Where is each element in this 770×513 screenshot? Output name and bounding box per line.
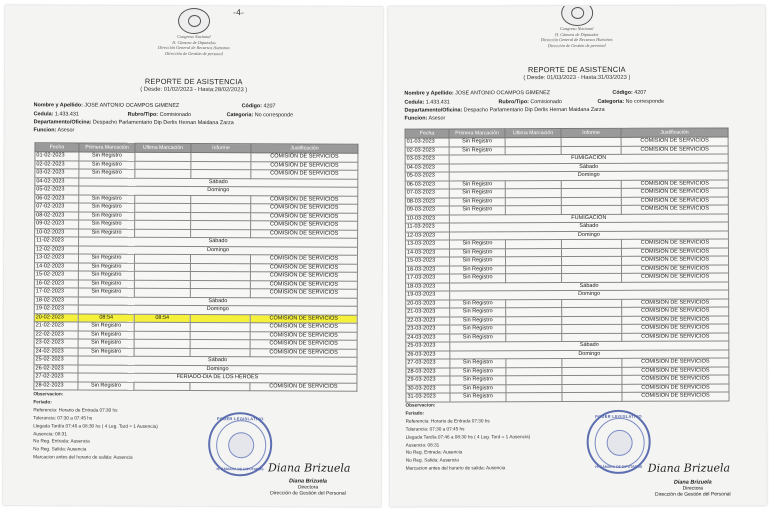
cell-report	[562, 256, 622, 265]
cell-first: Sin Registro	[78, 381, 134, 390]
cell-date: 14-03-2023	[405, 248, 449, 257]
cell-first: Sin Registro	[78, 280, 134, 289]
report-title: REPORTE DE ASISTENCIA	[527, 64, 626, 75]
cell-just: COMISION DE SERVICIOS	[250, 280, 357, 289]
cell-last	[506, 299, 562, 308]
cell-last	[505, 240, 561, 249]
cell-last	[135, 229, 191, 238]
cell-just: COMISION DE SERVICIOS	[251, 161, 358, 170]
cell-span: Domingo	[79, 186, 358, 196]
cell-date: 01-03-2023	[405, 138, 449, 147]
cell-last	[135, 220, 191, 229]
cell-report	[561, 188, 621, 197]
cell-first: Sin Registro	[78, 322, 134, 331]
institution-line: Congreso Nacional	[177, 33, 211, 40]
cell-just: COMISION DE SERVICIOS	[250, 340, 357, 349]
cell-first: Sin Registro	[450, 257, 506, 266]
employee-name: Nombre y Apellido: JOSE ANTONIO OCAMPOS GIMENEZ	[404, 90, 551, 97]
cell-last	[134, 331, 190, 340]
cell-just: COMISION DE SERVICIOS	[251, 170, 358, 179]
report-period: ( Desde: 01/02/2023 - Hasta:28/02/2023 )	[140, 86, 248, 94]
attendance-table	[405, 127, 730, 402]
cell-date: 20-03-2023	[406, 299, 450, 308]
cell-first: Sin Registro	[78, 254, 134, 263]
signer-block: Diana Brizuela Directora Dirección de Gestión del Personal	[270, 478, 346, 498]
cell-last	[134, 348, 190, 357]
cell-first: Sin Registro	[450, 367, 506, 376]
cell-date: 23-02-2023	[34, 339, 78, 348]
cell-last	[506, 316, 562, 325]
cell-first: Sin Registro	[79, 203, 135, 212]
cell-span: Sábado	[449, 162, 728, 171]
cell-first: Sin Registro	[79, 152, 135, 161]
cell-just: COMISION DE SERVICIOS	[251, 204, 358, 213]
cell-last	[134, 263, 190, 272]
cell-date: 15-03-2023	[406, 257, 450, 266]
institution-header	[388, 5, 765, 49]
cell-report	[561, 248, 621, 257]
cell-date: 31-03-2023	[406, 393, 450, 402]
institution-line: Dirección de Gestión de personal	[547, 42, 606, 48]
cell-report	[562, 316, 622, 325]
column-header: Primera Marcación	[449, 129, 505, 138]
cell-date: 16-02-2023	[34, 279, 78, 288]
column-header: Informe	[191, 143, 251, 152]
cell-report	[561, 239, 621, 248]
cell-date: 30-03-2023	[406, 384, 450, 393]
cell-just: COMISION DE SERVICIOS	[250, 314, 357, 323]
cell-span: FUMIGACION	[449, 213, 728, 222]
cell-last	[506, 274, 562, 283]
cell-date: 29-03-2023	[406, 376, 450, 385]
cell-last	[135, 195, 191, 204]
cell-first: Sin Registro	[449, 197, 505, 206]
cell-report	[561, 180, 621, 189]
cell-date: 02-02-2023	[35, 160, 79, 169]
cell-date: 26-03-2023	[406, 350, 450, 359]
cell-report	[562, 384, 622, 393]
cell-report	[562, 265, 622, 274]
cell-just: COMISION DE SERVICIOS	[251, 153, 358, 162]
cell-just: COMISION DE SERVICIOS	[621, 239, 728, 248]
cell-report	[190, 322, 250, 331]
cell-just: COMISION DE SERVICIOS	[250, 348, 357, 357]
cell-date: 23-03-2023	[406, 325, 450, 334]
cell-first: Sin Registro	[78, 263, 134, 272]
cell-last	[505, 180, 561, 189]
cell-report	[562, 392, 622, 401]
cell-report	[191, 152, 251, 161]
cell-first: Sin Registro	[449, 180, 505, 189]
cell-last	[135, 203, 191, 212]
cell-report	[190, 254, 250, 263]
attendance-table	[33, 142, 358, 391]
cell-date: 16-03-2023	[406, 265, 450, 274]
institution-line: H. Cámara de Diputados	[554, 31, 599, 37]
cell-last	[134, 382, 190, 391]
cell-report	[190, 339, 250, 348]
cell-first: Sin Registro	[449, 146, 505, 155]
cell-first: Sin Registro	[450, 299, 506, 308]
table-row	[406, 392, 729, 402]
cell-just: COMISION DE SERVICIOS	[251, 221, 358, 230]
cell-first: 08:54	[78, 313, 134, 322]
column-header: Ultima Marcación	[505, 129, 561, 138]
column-header: Primera Marcación	[79, 143, 135, 152]
cell-just: COMISION DE SERVICIOS	[250, 272, 357, 281]
official-stamp: PODER LEGISLATIVO H. CÁMARA DE DIPUTADOS	[208, 412, 272, 476]
cell-just: COMISION DE SERVICIOS	[621, 179, 728, 188]
cell-just: COMISION DE SERVICIOS	[621, 205, 728, 214]
cell-date: 06-03-2023	[405, 180, 449, 189]
cell-span: Sábado	[78, 356, 357, 366]
cell-report	[190, 263, 250, 272]
cell-span: Domingo	[450, 349, 729, 358]
cell-last	[135, 212, 191, 221]
cell-report	[562, 307, 622, 316]
column-header: Informe	[561, 128, 621, 137]
cell-report	[190, 280, 250, 289]
cell-first: Sin Registro	[450, 384, 506, 393]
handwritten-signature: Diana Brizuela	[268, 461, 351, 475]
cell-last	[135, 161, 191, 170]
employee-rubro: Rubro/Tipo: Comisionado	[127, 111, 192, 118]
cell-last	[505, 138, 561, 147]
cell-first: Sin Registro	[450, 333, 506, 342]
cell-last	[134, 271, 190, 280]
cell-just: COMISION DE SERVICIOS	[622, 383, 729, 392]
report-title: REPORTE DE ASISTENCIA	[144, 76, 243, 87]
cell-report	[562, 273, 622, 282]
cell-date: 03-02-2023	[35, 169, 79, 178]
cell-date: 19-03-2023	[406, 291, 450, 300]
cell-date: 28-03-2023	[406, 367, 450, 376]
cell-date: 10-03-2023	[405, 214, 449, 223]
cell-span: Sábado	[450, 281, 729, 290]
cell-last	[134, 280, 190, 289]
cell-last	[506, 265, 562, 274]
cell-span: Domingo	[78, 364, 357, 374]
report-notes: Observacion: Feriado: Referencia: Horario de Entrada 07:30 hs Tolerancia: 07:30 a 07:45 hs Llegada Tardía 07:46 a 08:30 hs ( 4 Leg. Tard = 1 Ausencia) Ausencia: 08:31 No Reg. Entrada: Ausencia No Reg. Salida: Ausencia Marcacion antes del horario de salida: Ausencia	[33, 391, 158, 460]
cell-date: 22-02-2023	[34, 330, 78, 339]
cell-first: Sin Registro	[78, 339, 134, 348]
cell-date: 05-03-2023	[405, 172, 449, 181]
cell-last	[134, 322, 190, 331]
cell-first: Sin Registro	[450, 359, 506, 368]
cell-date: 17-03-2023	[406, 274, 450, 283]
cell-just: COMISION DE SERVICIOS	[622, 273, 729, 282]
cell-report	[561, 197, 621, 206]
cell-just: COMISION DE SERVICIOS	[621, 196, 728, 205]
cell-first: Sin Registro	[79, 161, 135, 170]
signer-block: Diana Brizuela Directora Dirección de Gestión del Personal	[655, 479, 731, 499]
cell-report	[562, 358, 622, 367]
cell-just: COMISION DE SERVICIOS	[622, 307, 729, 316]
cell-span: Domingo	[450, 290, 729, 299]
cell-date: 19-02-2023	[34, 305, 78, 314]
column-header: Fecha	[405, 129, 449, 138]
cell-last	[506, 367, 562, 376]
institution-line: Dirección General de Recursos Humanos	[540, 37, 613, 43]
cell-report	[561, 146, 621, 155]
cell-just: COMISION DE SERVICIOS	[622, 264, 729, 273]
cell-date: 13-02-2023	[34, 254, 78, 263]
cell-just: COMISION DE SERVICIOS	[622, 256, 729, 265]
cell-date: 06-02-2023	[35, 194, 79, 203]
report-page-march	[388, 5, 767, 506]
cell-date: 25-03-2023	[406, 342, 450, 351]
cell-date: 14-02-2023	[34, 262, 78, 271]
cell-last	[505, 206, 561, 215]
cell-just: COMISION DE SERVICIOS	[621, 188, 728, 197]
cell-date: 17-02-2023	[34, 288, 78, 297]
institution-header	[5, 7, 383, 57]
cell-last	[135, 152, 191, 161]
cell-date: 12-02-2023	[35, 245, 79, 254]
cell-date: 26-02-2023	[34, 364, 78, 373]
cell-just: COMISION DE SERVICIOS	[250, 331, 357, 340]
cell-date: 13-03-2023	[405, 240, 449, 249]
cell-report	[562, 367, 622, 376]
cell-date: 12-03-2023	[405, 231, 449, 240]
cell-just: COMISION DE SERVICIOS	[622, 332, 729, 341]
cell-just: COMISION DE SERVICIOS	[250, 289, 357, 298]
cell-last	[505, 146, 561, 155]
cell-first: Sin Registro	[450, 393, 506, 402]
cell-first: Sin Registro	[450, 265, 506, 274]
cell-just: COMISION DE SERVICIOS	[621, 137, 728, 146]
cell-first: Sin Registro	[449, 206, 505, 215]
cell-first: Sin Registro	[450, 316, 506, 325]
cell-report	[562, 299, 622, 308]
cell-date: 25-02-2023	[34, 356, 78, 365]
employee-category: Categoria: No corresponde	[226, 112, 294, 119]
cell-date: 08-02-2023	[35, 211, 79, 220]
cell-last	[134, 339, 190, 348]
cell-date: 08-03-2023	[405, 197, 449, 206]
employee-department: Departamento/Oficina: Despacho Parlamentario Dip Derlis Hernan Maidana Zarza	[33, 119, 234, 127]
cell-report	[190, 382, 250, 391]
cell-report	[562, 333, 622, 342]
employee-id: Cedula: 1.433.431	[404, 99, 450, 106]
cell-just: COMISION DE SERVICIOS	[622, 366, 729, 375]
cell-just: COMISION DE SERVICIOS	[621, 247, 728, 256]
cell-span: Domingo	[79, 246, 358, 256]
cell-span: Sábado	[79, 178, 358, 188]
institution-line: Dirección General de Recursos Humanos	[158, 45, 230, 51]
cell-first: Sin Registro	[78, 347, 134, 356]
cell-date: 11-03-2023	[405, 223, 449, 232]
coat-of-arms-icon	[561, 5, 593, 26]
coat-of-arms-icon	[178, 8, 210, 34]
cell-date: 24-03-2023	[406, 333, 450, 342]
cell-span: Sábado	[449, 222, 728, 231]
cell-last	[506, 257, 562, 266]
cell-date: 04-02-2023	[35, 177, 79, 186]
cell-first: Sin Registro	[78, 271, 134, 280]
employee-department: Departamento/Oficina: Despacho Parlamentario Dip Derlis Hernan Maidana Zarza	[404, 106, 605, 114]
cell-date: 09-02-2023	[35, 220, 79, 229]
cell-span: Domingo	[78, 305, 357, 315]
report-period: ( Desde: 01/03/2023 - Hasta:31/03/2023 )	[523, 74, 631, 82]
cell-last	[506, 376, 562, 385]
cell-date: 09-03-2023	[405, 206, 449, 215]
cell-first: Sin Registro	[450, 308, 506, 317]
cell-report	[190, 331, 250, 340]
cell-last	[505, 189, 561, 198]
cell-report	[562, 324, 622, 333]
cell-date: 28-02-2023	[34, 381, 78, 390]
cell-span: Domingo	[449, 230, 728, 239]
cell-last	[506, 384, 562, 393]
report-notes: Observacion: Feriado: Referencia: Horario de Entrada 07:30 hs Tolerancia: 07:30 a 07:45 hs Llegada Tardía 07:46 a 08:30 hs ( 4 Leg. Tard = 1 Ausencia) Ausencia: 08:31 No Reg. Entrada: Ausencia No Reg. Salida: Ausencia Marcacion antes del horario de salida: Ausencia	[405, 402, 531, 471]
cell-date: 24-02-2023	[34, 347, 78, 356]
cell-just: COMISION DE SERVICIOS	[250, 255, 357, 264]
cell-last	[506, 308, 562, 317]
cell-first: Sin Registro	[79, 195, 135, 204]
cell-first: Sin Registro	[449, 240, 505, 249]
official-stamp: PODER LEGISLATIVO H. CÁMARA DE DIPUTADOS	[587, 410, 651, 474]
cell-last	[505, 197, 561, 206]
cell-date: 21-03-2023	[406, 308, 450, 317]
employee-id: Cedula: 1.433.431	[33, 111, 79, 118]
cell-date: 22-03-2023	[406, 316, 450, 325]
cell-span: FERIADO-DÍA DE LOS HÉROES	[78, 373, 357, 383]
cell-report	[562, 375, 622, 384]
column-header: Justificación	[251, 144, 358, 153]
column-header: Fecha	[35, 143, 79, 152]
cell-span: Sábado	[78, 297, 357, 307]
cell-date: 20-02-2023	[34, 313, 78, 322]
cell-just: COMISION DE SERVICIOS	[250, 382, 357, 391]
report-page-february	[3, 5, 383, 507]
cell-report	[191, 203, 251, 212]
cell-first: Sin Registro	[450, 274, 506, 283]
cell-report	[190, 348, 250, 357]
cell-just: COMISION DE SERVICIOS	[251, 212, 358, 221]
institution-line: H. Cámara de Diputados	[172, 39, 216, 45]
cell-report	[191, 229, 251, 238]
cell-date: 18-02-2023	[34, 296, 78, 305]
cell-date: 27-03-2023	[406, 359, 450, 368]
cell-span: Sábado	[450, 341, 729, 350]
cell-date: 10-02-2023	[35, 228, 79, 237]
cell-date: 27-02-2023	[34, 373, 78, 382]
cell-last	[134, 254, 190, 263]
cell-just: COMISION DE SERVICIOS	[622, 358, 729, 367]
cell-date: 07-03-2023	[405, 189, 449, 198]
cell-just: COMISION DE SERVICIOS	[250, 323, 357, 332]
employee-code: Código: 4207	[241, 103, 276, 110]
cell-last: 08:54	[134, 314, 190, 323]
cell-date: 05-02-2023	[35, 186, 79, 195]
cell-first: Sin Registro	[78, 288, 134, 297]
cell-last	[506, 325, 562, 334]
cell-first: Sin Registro	[78, 330, 134, 339]
cell-first: Sin Registro	[449, 248, 505, 257]
cell-report	[191, 195, 251, 204]
page-divider	[384, 0, 386, 513]
cell-just: COMISION DE SERVICIOS	[250, 263, 357, 272]
cell-date: 07-02-2023	[35, 203, 79, 212]
employee-function: Funcion: Asesor	[404, 115, 446, 122]
cell-just: COMISION DE SERVICIOS	[251, 195, 358, 204]
cell-first: Sin Registro	[79, 229, 135, 238]
cell-report	[191, 220, 251, 229]
cell-just: COMISION DE SERVICIOS	[251, 229, 358, 238]
column-header: Justificación	[621, 128, 728, 137]
employee-category: Categoria: No corresponde	[597, 98, 665, 105]
cell-just: COMISION DE SERVICIOS	[622, 375, 729, 384]
cell-last	[505, 248, 561, 257]
cell-first: Sin Registro	[79, 212, 135, 221]
cell-last	[135, 169, 191, 178]
cell-just: COMISION DE SERVICIOS	[622, 392, 729, 401]
employee-rubro: Rubro/Tipo: Comisionado	[498, 99, 562, 106]
cell-first: Sin Registro	[450, 325, 506, 334]
cell-last	[506, 333, 562, 342]
cell-date: 03-03-2023	[405, 155, 449, 164]
employee-name: Nombre y Apellido: JOSE ANTONIO OCAMPOS GIMENEZ	[33, 102, 180, 109]
cell-date: 11-02-2023	[35, 237, 79, 246]
cell-report	[561, 137, 621, 146]
cell-report	[561, 205, 621, 214]
cell-date: 04-03-2023	[405, 163, 449, 172]
cell-last	[506, 393, 562, 402]
column-header: Ultima Marcación	[135, 143, 191, 152]
cell-report	[190, 314, 250, 323]
cell-first: Sin Registro	[79, 169, 135, 178]
cell-just: COMISION DE SERVICIOS	[622, 315, 729, 324]
cell-last	[134, 288, 190, 297]
institution-line: Dirección de Gestión de personal	[164, 50, 223, 56]
cell-report	[191, 169, 251, 178]
cell-first: Sin Registro	[449, 189, 505, 198]
cell-date: 02-03-2023	[405, 146, 449, 155]
cell-first: Sin Registro	[450, 376, 506, 385]
cell-report	[190, 271, 250, 280]
cell-just: COMISION DE SERVICIOS	[621, 145, 728, 154]
page-number-mark: -4-	[233, 8, 244, 18]
institution-line: Congreso Nacional	[559, 25, 594, 32]
cell-date: 15-02-2023	[34, 271, 78, 280]
cell-last	[506, 359, 562, 368]
cell-report	[190, 288, 250, 297]
cell-date: 01-02-2023	[35, 152, 79, 161]
cell-span: Sábado	[79, 237, 358, 247]
handwritten-signature: Diana Brizuela	[647, 461, 731, 475]
cell-first: Sin Registro	[79, 220, 135, 229]
cell-just: COMISION DE SERVICIOS	[622, 324, 729, 333]
cell-first: Sin Registro	[449, 138, 505, 147]
cell-span: FUMIGACION	[449, 154, 728, 163]
cell-just: COMISION DE SERVICIOS	[622, 298, 729, 307]
employee-code: Código: 4207	[612, 89, 647, 96]
employee-function: Funcion: Asesor	[33, 127, 75, 134]
cell-span: Domingo	[449, 171, 728, 180]
cell-report	[191, 212, 251, 221]
cell-date: 21-02-2023	[34, 322, 78, 331]
cell-date: 18-03-2023	[406, 282, 450, 291]
cell-report	[191, 161, 251, 170]
